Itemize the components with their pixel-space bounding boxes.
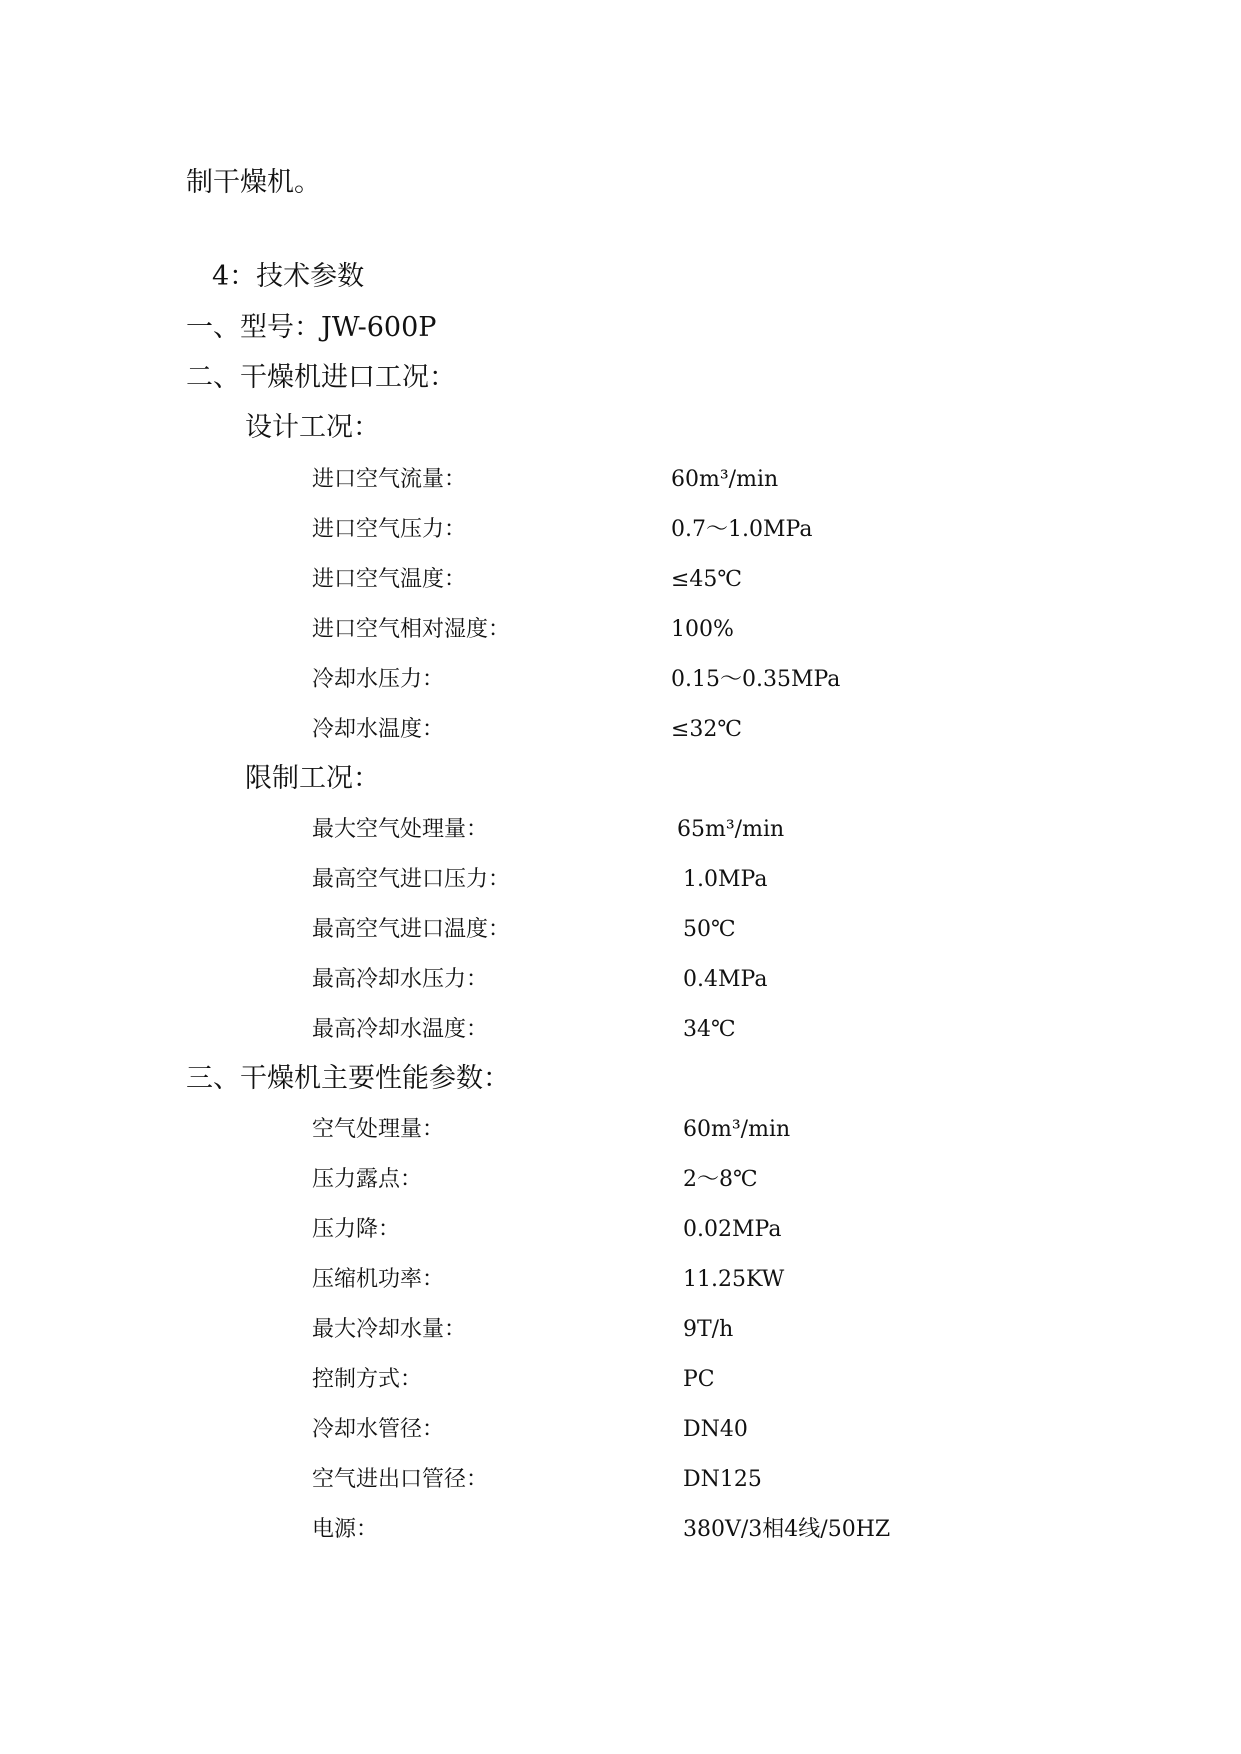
limit-row-value: 34℃ <box>683 1017 736 1042</box>
design-row-value: 0.7～1.0MPa <box>671 517 813 542</box>
design-row-value: ≤45℃ <box>671 567 743 592</box>
perf-row-label: 压力降： <box>312 1217 401 1242</box>
design-row-label: 进口空气流量： <box>312 467 467 492</box>
perf-row-label: 压缩机功率： <box>312 1267 445 1292</box>
design-row-label: 进口空气压力： <box>312 517 467 542</box>
limit-row-label: 最高空气进口温度： <box>312 917 511 942</box>
design-row-value: 0.15～0.35MPa <box>671 667 841 692</box>
intro-tail-text: 制干燥机。 <box>186 167 321 198</box>
design-row-label: 冷却水温度： <box>312 717 445 742</box>
perf-row-label: 压力露点： <box>312 1167 423 1192</box>
perf-row-value: 60m³/min <box>683 1117 791 1142</box>
limit-row-value: 50℃ <box>683 917 736 942</box>
performance-heading: 三、干燥机主要性能参数： <box>186 1063 510 1094</box>
perf-row-value: 11.25KW <box>683 1267 785 1292</box>
limit-row-value: 0.4MPa <box>683 967 768 992</box>
perf-row-label: 冷却水管径： <box>312 1417 445 1442</box>
design-row-label: 冷却水压力： <box>312 667 445 692</box>
perf-row-value: DN40 <box>683 1417 748 1442</box>
perf-row-label: 最大冷却水量： <box>312 1317 467 1342</box>
design-conditions-heading: 设计工况： <box>245 412 380 443</box>
design-row-value: 60m³/min <box>671 467 779 492</box>
perf-row-value: PC <box>683 1367 715 1392</box>
limit-row-label: 最大空气处理量： <box>312 817 489 842</box>
perf-row-value: 380V/3相4线/50HZ <box>683 1517 891 1542</box>
perf-row-value: 0.02MPa <box>683 1217 782 1242</box>
limit-conditions-heading: 限制工况： <box>245 763 380 794</box>
limit-row-value: 65m³/min <box>677 817 785 842</box>
perf-row-label: 空气进出口管径： <box>312 1467 489 1492</box>
perf-row-label: 控制方式： <box>312 1367 423 1392</box>
limit-row-label: 最高空气进口压力： <box>312 867 511 892</box>
limit-row-label: 最高冷却水压力： <box>312 967 489 992</box>
perf-row-label: 空气处理量： <box>312 1117 445 1142</box>
section-4-heading: 4：技术参数 <box>212 261 365 292</box>
limit-row-value: 1.0MPa <box>683 867 768 892</box>
design-row-label: 进口空气温度： <box>312 567 467 592</box>
inlet-conditions-heading: 二、干燥机进口工况： <box>186 362 456 393</box>
design-row-value: 100% <box>671 617 734 642</box>
design-row-value: ≤32℃ <box>671 717 743 742</box>
perf-row-value: 2～8℃ <box>683 1167 758 1192</box>
perf-row-label: 电源： <box>312 1517 379 1542</box>
perf-row-value: DN125 <box>683 1467 762 1492</box>
design-row-label: 进口空气相对湿度： <box>312 617 511 642</box>
perf-row-value: 9T/h <box>683 1317 734 1342</box>
limit-row-label: 最高冷却水温度： <box>312 1017 489 1042</box>
model-line: 一、型号：JW-600P <box>186 312 437 343</box>
